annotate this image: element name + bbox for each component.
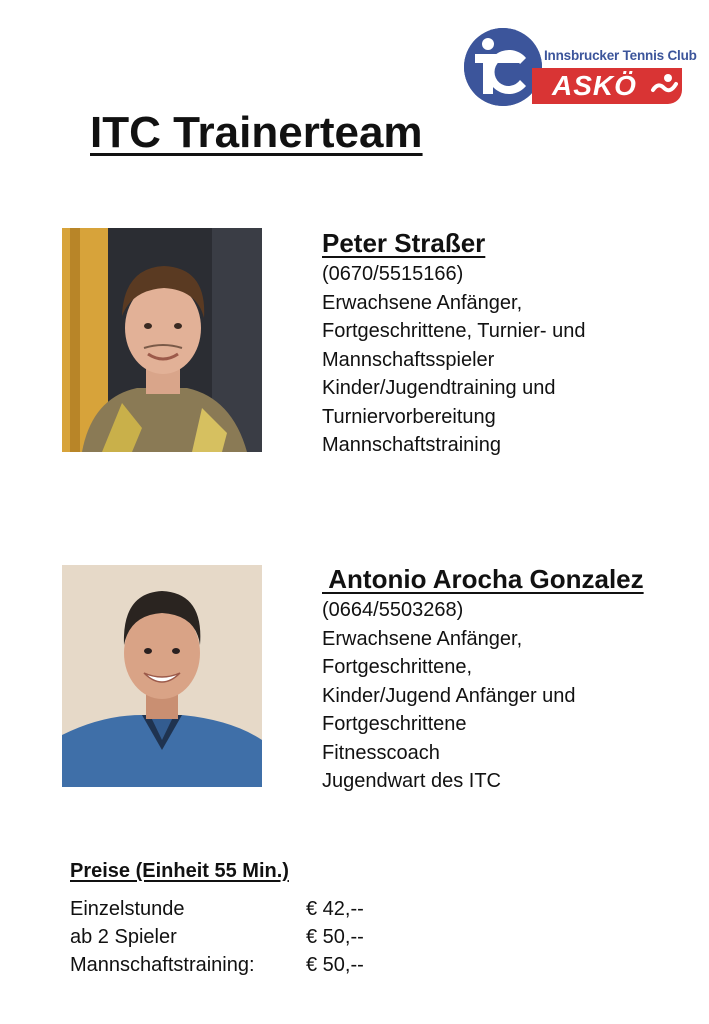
price-list bbox=[70, 860, 364, 979]
trainer-name: Peter Straßer bbox=[322, 228, 486, 258]
trainer-detail: Fortgeschrittene, Turnier- und bbox=[322, 320, 586, 342]
trainer-detail: Kinder/Jugend Anfänger und bbox=[322, 684, 576, 707]
price-value: € 42,-- bbox=[306, 898, 364, 920]
price-label: Einzelstunde bbox=[70, 898, 185, 920]
page-title: ITC Trainerteam bbox=[90, 108, 423, 157]
trainer-phone: (0664/5503268) bbox=[322, 599, 464, 621]
trainer-detail: Fortgeschrittene, bbox=[322, 656, 473, 678]
trainer-detail: Mannschaftstraining bbox=[322, 434, 501, 456]
price-row bbox=[70, 895, 364, 923]
trainer-detail: Erwachsene Anfänger, bbox=[322, 627, 523, 650]
club-name: Innsbrucker Tennis Club bbox=[544, 48, 697, 63]
runner-icon bbox=[650, 72, 678, 100]
price-label: ab 2 Spieler bbox=[70, 926, 177, 948]
trainer-card-antonio bbox=[322, 562, 644, 796]
trainer-detail: Fitnesscoach bbox=[322, 741, 440, 764]
trainer-detail: Kinder/Jugendtraining und bbox=[322, 377, 556, 399]
askoe-banner bbox=[532, 68, 682, 104]
price-value: € 50,-- bbox=[306, 954, 364, 976]
price-row bbox=[70, 923, 364, 951]
trainer-photo-antonio bbox=[62, 565, 262, 787]
itc-monogram-icon bbox=[464, 28, 542, 106]
price-value: € 50,-- bbox=[306, 926, 364, 948]
price-row bbox=[70, 951, 364, 979]
trainer-photo-peter bbox=[62, 228, 262, 452]
trainer-detail: Mannschaftsspieler bbox=[322, 348, 495, 371]
trainer-detail: Erwachsene Anfänger, bbox=[322, 291, 523, 314]
price-heading: Preise (Einheit 55 Min.) bbox=[70, 860, 289, 882]
trainer-card-peter bbox=[322, 226, 585, 460]
trainer-name: Antonio Arocha Gonzalez bbox=[322, 564, 644, 594]
trainer-detail: Jugendwart des ITC bbox=[322, 770, 501, 792]
club-logo bbox=[464, 28, 697, 108]
trainer-phone: (0670/5515166) bbox=[322, 263, 464, 285]
trainer-detail: Fortgeschrittene bbox=[322, 713, 467, 735]
askoe-label: ASKÖ bbox=[552, 70, 637, 101]
trainer-detail: Turniervorbereitung bbox=[322, 405, 496, 428]
price-label: Mannschaftstraining: bbox=[70, 954, 255, 976]
